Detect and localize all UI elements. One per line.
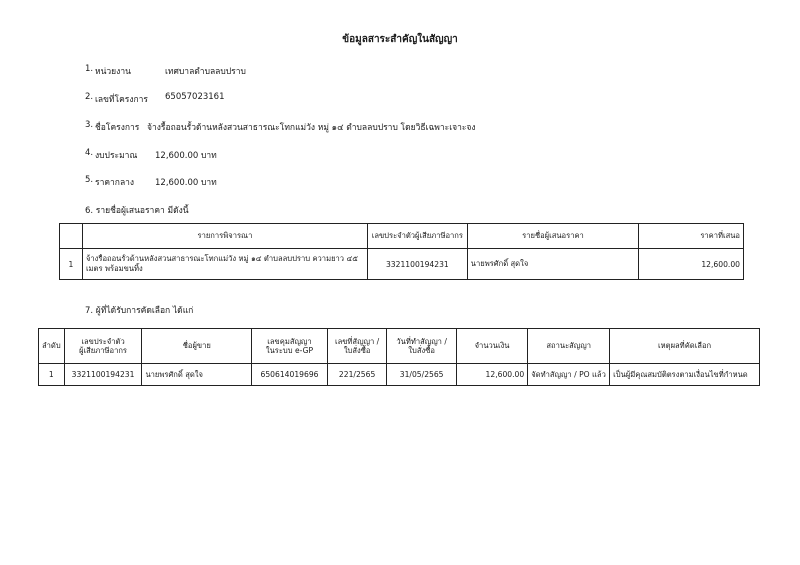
selected-header-egp: เลขคุมสัญญา ในระบบ e-GP — [252, 329, 328, 364]
selected-header-reason: เหตุผลที่คัดเลือก — [610, 329, 760, 364]
selected-cell-status: จัดทำสัญญา / PO แล้ว — [528, 364, 610, 386]
document-title: ข้อมูลสาระสำคัญในสัญญา — [342, 34, 458, 45]
selected-cell-amount: 12,600.00 — [456, 364, 527, 386]
bidders-cell-tax-id: 3321100194231 — [367, 249, 467, 280]
selected-cell-no: 1 — [39, 364, 65, 386]
selected-cell-reason: เป็นผู้มีคุณสมบัติตรงตามเงื่อนไขที่กำหนด — [610, 364, 760, 386]
selected-header-date: วันที่ทำสัญญา / ใบสั่งซื้อ — [387, 329, 456, 364]
bidders-header-price: ราคาที่เสนอ — [639, 224, 744, 249]
bidders-table — [59, 223, 744, 280]
bidders-cell-bidder: นายพรศักดิ์ สุดใจ — [467, 249, 638, 280]
selected-header-seller: ชื่อผู้ขาย — [142, 329, 252, 364]
bidders-table-header — [60, 224, 744, 249]
document-page: ข้อมูลสาระสำคัญในสัญญา 1. หน่วยงาน เทศบาลตำบลลบปราบ 2. เลขที่โครงการ 65057023161 3. ชื่อโครงการ จ้างรื้อถอนรั้วด้านหลังสวนสาธารณะโทกแม่วัง หมู่ ๑๔ ตำบลลบปราบ โดยวิธีเฉพาะเจาะจง 4. งบประมาณ 12,600.00 บาท 5. ราคากลาง 12,600.00 บาท 6. รายชื่อผู้เสนอราคา มีดังนี้ รายการพิจารณา เลขประจำตัวผู้เสียภาษีอากร รายชื่อผู้เสนอราคา ราคาที่เสนอ 1 จ้างรื้อถอนรั้วด้านหลังสวนสาธารณะโทกแม่วัง หมู่ ๑๔ ตำบลลบปราบ ความยาว ๔๕ เมตร พร้อมขนทิ้ง 3321100194231 นายพรศักดิ์ สุดใจ 12,600.00 7. ผู้ที่ได้รับการคัดเลือก ได้แก่ ลำดับ เลขประจำตัว ผู้เสียภาษีอากร ชื่อผู้ขาย เลขคุมสัญญา ในระบบ e-GP เลขที่สัญญา / ใบสั่งซื้อ วันที่ทำสัญญา / ใบสั่งซื้อ จำนวนเงิน สถานะสัญญา เหตุผลที่คัดเลือก 1 3321100194231 นายพรศักดิ์ สุดใจ 650614019696 221/2565 31/05/2565 12,600.00 จัดทำสัญญา / PO แล้ว เป็นผู้มีคุณสมบัติตรงตามเงื่อนไขที่กำหนด — [0, 0, 800, 565]
selected-table — [38, 328, 760, 386]
selected-cell-contract-no: 221/2565 — [327, 364, 387, 386]
bidders-header-no — [60, 224, 83, 249]
bidders-cell-price: 12,600.00 — [639, 249, 744, 280]
selected-cell-tax-id: 3321100194231 — [64, 364, 142, 386]
selected-header-tax-id: เลขประจำตัว ผู้เสียภาษีอากร — [64, 329, 142, 364]
selected-cell-date: 31/05/2565 — [387, 364, 456, 386]
selected-header-status: สถานะสัญญา — [528, 329, 610, 364]
selected-cell-seller: นายพรศักดิ์ สุดใจ — [142, 364, 252, 386]
bidders-header-bidder: รายชื่อผู้เสนอราคา — [467, 224, 638, 249]
table-row — [60, 249, 744, 280]
bidders-cell-no: 1 — [60, 249, 83, 280]
section7-heading: 7. ผู้ที่ได้รับการคัดเลือก ได้แก่ — [85, 306, 194, 316]
section6-heading: 6. รายชื่อผู้เสนอราคา มีดังนี้ — [85, 206, 189, 216]
selected-table-header — [39, 329, 760, 364]
selected-header-no: ลำดับ — [39, 329, 65, 364]
selected-header-amount: จำนวนเงิน — [456, 329, 527, 364]
table-row — [39, 364, 760, 386]
selected-header-contract-no: เลขที่สัญญา / ใบสั่งซื้อ — [327, 329, 387, 364]
bidders-header-tax-id: เลขประจำตัวผู้เสียภาษีอากร — [367, 224, 467, 249]
bidders-cell-item: จ้างรื้อถอนรั้วด้านหลังสวนสาธารณะโทกแม่วัง หมู่ ๑๔ ตำบลลบปราบ ความยาว ๔๕ เมตร พร้อมขนทิ้ง — [82, 249, 367, 280]
bidders-header-item: รายการพิจารณา — [82, 224, 367, 249]
selected-cell-egp: 650614019696 — [252, 364, 328, 386]
